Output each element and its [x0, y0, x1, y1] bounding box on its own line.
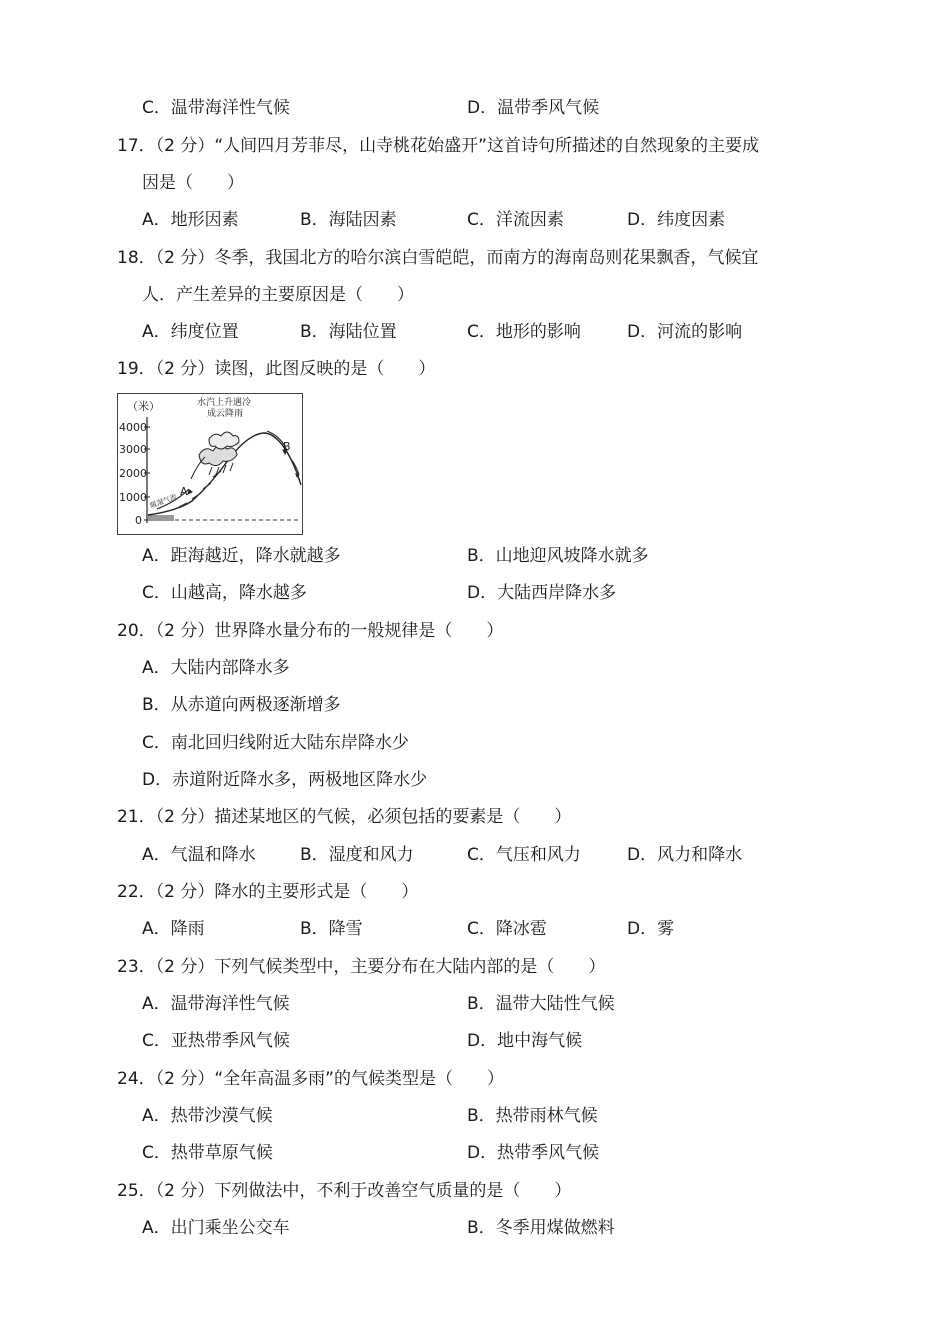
- figure-caption-line2: 成云降雨: [207, 409, 244, 419]
- q21-option-b: B．湿度和风力: [300, 845, 414, 865]
- q23-option-d: D．地中海气候: [467, 1031, 583, 1051]
- q18-option-b: B．海陆位置: [300, 322, 397, 342]
- tick-2000: 2000: [119, 467, 147, 480]
- q21-stem: 21．（2 分）描述某地区的气候，必须包括的要素是（ ）: [117, 807, 572, 827]
- tick-3000: 3000: [119, 443, 147, 456]
- q20-stem: 20．（2 分）世界降水量分布的一般规律是（ ）: [117, 621, 504, 641]
- q22-stem: 22．（2 分）降水的主要形式是（ ）: [117, 882, 419, 902]
- point-a-label: A: [180, 485, 188, 498]
- q24-option-a: A．热带沙漠气候: [142, 1106, 273, 1126]
- q21-option-d: D．风力和降水: [627, 845, 743, 865]
- q18-stem-cont: 人．产生差异的主要原因是（ ）: [142, 285, 414, 305]
- figure-caption-line1: 水汽上升遇冷: [197, 398, 252, 408]
- tick-0: 0: [135, 514, 142, 527]
- orographic-rain-figure: [117, 393, 303, 535]
- q18-option-c: C．地形的影响: [467, 322, 581, 342]
- q19-stem: 19．（2 分）读图，此图反映的是（ ）: [117, 359, 436, 379]
- q20-option-a: A．大陆内部降水多: [142, 658, 290, 678]
- q19-option-d: D．大陆西岸降水多: [467, 583, 617, 603]
- q22-option-d: D．雾: [627, 919, 675, 939]
- q21-option-a: A．气温和降水: [142, 845, 256, 865]
- q22-option-a: A．降雨: [142, 919, 205, 939]
- q20-option-d: D．赤道附近降水多，两极地区降水少: [142, 770, 428, 790]
- q24-stem: 24．（2 分）“全年高温多雨”的气候类型是（ ）: [117, 1069, 504, 1089]
- tick-4000: 4000: [119, 421, 147, 434]
- q21-option-c: C．气压和风力: [467, 845, 581, 865]
- q19-option-b: B．山地迎风坡降水就多: [467, 546, 649, 566]
- q17-stem: 17．（2 分）“人间四月芳菲尽，山寺桃花始盛开”这首诗句所描述的自然现象的主要成: [117, 136, 759, 156]
- q25-option-a: A．出门乘坐公交车: [142, 1218, 290, 1238]
- q23-stem: 23．（2 分）下列气候类型中，主要分布在大陆内部的是（ ）: [117, 957, 606, 977]
- q22-option-c: C．降冰雹: [467, 919, 547, 939]
- q16-option-c: C．温带海洋性气候: [142, 98, 290, 118]
- q20-option-c: C．南北回归线附近大陆东岸降水少: [142, 733, 409, 753]
- tick-1000: 1000: [119, 491, 147, 504]
- q17-option-b: B．海陆因素: [300, 210, 397, 230]
- q19-option-a: A．距海越近，降水就越多: [142, 546, 341, 566]
- q16-option-d: D．温带季风气候: [467, 98, 600, 118]
- q25-option-b: B．冬季用煤做燃料: [467, 1218, 615, 1238]
- q19-option-c: C．山越高，降水越多: [142, 583, 307, 603]
- q17-option-d: D．纬度因素: [627, 210, 726, 230]
- q17-option-a: A．地形因素: [142, 210, 239, 230]
- q23-option-c: C．亚热带季风气候: [142, 1031, 290, 1051]
- figure-unit-label: （米）: [127, 400, 160, 413]
- q22-option-b: B．降雪: [300, 919, 363, 939]
- q24-option-c: C．热带草原气候: [142, 1143, 273, 1163]
- point-b-label: B: [283, 440, 291, 453]
- q24-option-b: B．热带雨林气候: [467, 1106, 598, 1126]
- q23-option-b: B．温带大陆性气候: [467, 994, 615, 1014]
- q18-option-d: D．河流的影响: [627, 322, 743, 342]
- q17-option-c: C．洋流因素: [467, 210, 564, 230]
- arrow-label: 暖湿气流: [148, 492, 178, 510]
- q23-option-a: A．温带海洋性气候: [142, 994, 290, 1014]
- q17-stem-cont: 因是（ ）: [142, 173, 244, 193]
- q25-stem: 25．（2 分）下列做法中，不利于改善空气质量的是（ ）: [117, 1181, 572, 1201]
- q20-option-b: B．从赤道向两极逐渐增多: [142, 695, 341, 715]
- q24-option-d: D．热带季风气候: [467, 1143, 600, 1163]
- q18-option-a: A．纬度位置: [142, 322, 239, 342]
- q18-stem: 18．（2 分）冬季，我国北方的哈尔滨白雪皑皑，而南方的海南岛则花果飘香，气候宜: [117, 248, 759, 268]
